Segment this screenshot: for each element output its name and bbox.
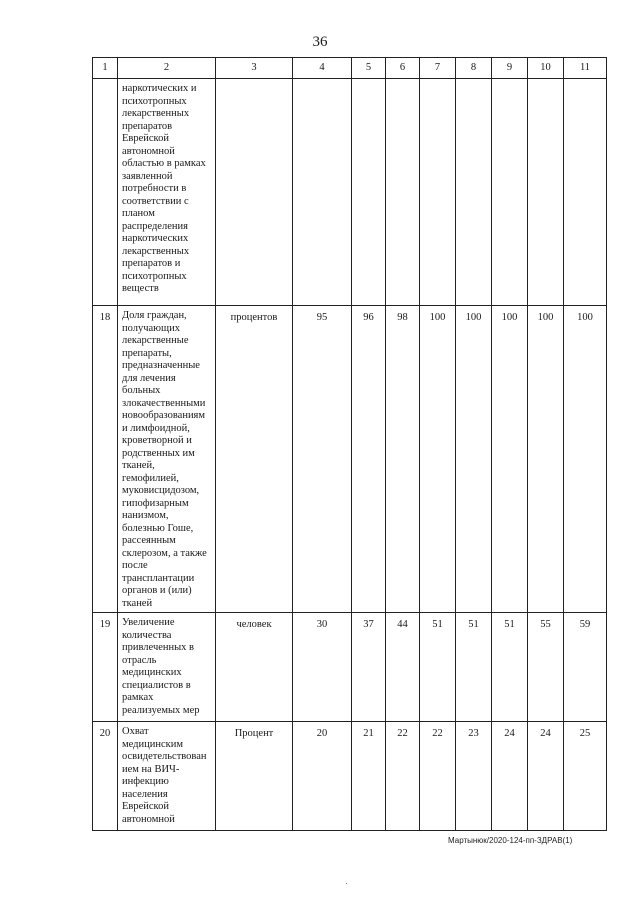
description-line: веществ	[122, 283, 159, 294]
value-cell	[456, 79, 492, 306]
description-line: кроветворной и	[122, 435, 192, 446]
column-header: 10	[528, 58, 564, 79]
description-line: распределения	[122, 220, 188, 232]
description-line: после	[122, 560, 148, 571]
indicators-table	[92, 57, 607, 831]
description-line: препараты,	[122, 347, 172, 359]
table-row	[93, 306, 607, 613]
description-line: наркотических и	[122, 83, 197, 94]
description-line: органов и (или)	[122, 585, 192, 596]
value-cell: 24	[492, 722, 528, 831]
column-header: 2	[118, 58, 216, 79]
value-cell: 37	[352, 613, 386, 722]
unit-cell	[216, 79, 293, 306]
table-row	[93, 722, 607, 831]
column-header: 4	[293, 58, 352, 79]
description-line: автономной	[122, 145, 175, 157]
description-line: отрасль	[122, 654, 157, 666]
description-line: потребности в	[122, 183, 187, 194]
description-line: родственных им	[122, 447, 195, 459]
description-line: рассеянным	[122, 535, 176, 546]
description-line: наркотических	[122, 233, 189, 244]
header-row	[93, 58, 607, 79]
value-cell: 23	[456, 722, 492, 831]
description-line: лекарственных	[122, 245, 190, 257]
description-line: количества	[122, 629, 172, 641]
table-row	[93, 79, 607, 306]
description-line: гипофизарным	[122, 497, 189, 509]
column-header: 11	[564, 58, 607, 79]
column-header: 3	[216, 58, 293, 79]
page-number: 36	[312, 34, 328, 50]
indicator-description	[118, 613, 216, 722]
value-cell	[352, 79, 386, 306]
value-cell: 100	[456, 306, 492, 613]
value-cell: 100	[564, 306, 607, 613]
description-line: психотропных	[122, 270, 187, 282]
value-cell: 55	[528, 613, 564, 722]
description-line: муковисцидозом,	[122, 485, 200, 496]
value-cell	[420, 79, 456, 306]
row-number: 18	[93, 306, 118, 613]
value-cell: 95	[293, 306, 352, 613]
description-line: тканей	[122, 597, 153, 609]
description-line: населения	[122, 788, 168, 800]
description-line: препаратов и	[122, 258, 181, 269]
description-line: автономной	[122, 813, 175, 825]
description-line: медицинских	[122, 667, 182, 678]
table-row	[93, 613, 607, 722]
description-line: рамках	[122, 692, 154, 703]
description-line: Еврейской	[122, 133, 169, 144]
row-number: 19	[93, 613, 118, 722]
value-cell: 22	[386, 722, 420, 831]
description-line: соответствии с	[122, 195, 189, 207]
indicator-description	[118, 306, 216, 613]
column-header: 9	[492, 58, 528, 79]
scan-speck	[346, 883, 347, 884]
value-cell	[564, 79, 607, 306]
description-line: предназначенные	[122, 360, 200, 371]
description-line: привлеченных в	[122, 642, 195, 653]
value-cell: 98	[386, 306, 420, 613]
indicator-description	[118, 79, 216, 306]
description-line: новообразованиям	[122, 410, 206, 421]
description-line: медицинским	[122, 738, 184, 750]
value-cell: 44	[386, 613, 420, 722]
value-cell: 20	[293, 722, 352, 831]
unit-cell: Процент	[216, 722, 293, 831]
value-cell: 51	[456, 613, 492, 722]
row-number: 20	[93, 722, 118, 831]
value-cell: 59	[564, 613, 607, 722]
value-cell: 24	[528, 722, 564, 831]
description-line: для лечения	[122, 372, 176, 384]
description-line: ием на ВИЧ-	[122, 763, 180, 775]
description-line: больных	[122, 385, 161, 396]
value-cell: 25	[564, 722, 607, 831]
description-line: Охват	[122, 726, 149, 737]
description-line: лекарственные	[122, 335, 189, 346]
row-number	[93, 79, 118, 306]
value-cell: 96	[352, 306, 386, 613]
description-line: реализуемых мер	[122, 704, 200, 716]
unit-cell: процентов	[216, 306, 293, 613]
value-cell	[492, 79, 528, 306]
description-line: препаратов	[122, 120, 173, 132]
description-line: тканей,	[122, 460, 155, 471]
description-line: Увеличение	[122, 617, 175, 628]
description-line: получающих	[122, 322, 180, 334]
value-cell: 100	[420, 306, 456, 613]
description-line: гемофилией,	[122, 472, 179, 484]
value-cell	[386, 79, 420, 306]
description-line: освидетельствован	[122, 751, 207, 762]
column-header: 1	[93, 58, 118, 79]
document-reference: Мартынюк/2020-124-пп-ЗДРАВ(1)	[448, 836, 573, 845]
description-line: и лимфоидной,	[122, 422, 190, 434]
value-cell: 100	[492, 306, 528, 613]
description-line: специалистов в	[122, 679, 191, 691]
column-header: 5	[352, 58, 386, 79]
unit-cell: человек	[216, 613, 293, 722]
description-line: заявленной	[122, 170, 173, 182]
column-header: 6	[386, 58, 420, 79]
description-line: Доля граждан,	[122, 310, 187, 321]
description-line: болезнью Гоше,	[122, 522, 194, 534]
value-cell: 22	[420, 722, 456, 831]
description-line: областью в рамках	[122, 158, 206, 169]
value-cell	[293, 79, 352, 306]
description-line: психотропных	[122, 95, 187, 107]
description-line: инфекцию	[122, 776, 169, 787]
value-cell: 51	[420, 613, 456, 722]
value-cell: 51	[492, 613, 528, 722]
description-line: злокачественными	[122, 397, 206, 409]
description-line: склерозом, а также	[122, 547, 207, 559]
description-line: Еврейской	[122, 801, 169, 812]
description-line: трансплантации	[122, 572, 195, 584]
value-cell: 21	[352, 722, 386, 831]
description-line: лекарственных	[122, 108, 190, 119]
column-header: 8	[456, 58, 492, 79]
description-line: планом	[122, 208, 155, 219]
value-cell: 30	[293, 613, 352, 722]
value-cell: 100	[528, 306, 564, 613]
column-header: 7	[420, 58, 456, 79]
indicator-description	[118, 722, 216, 831]
description-line: нанизмом,	[122, 510, 169, 521]
value-cell	[528, 79, 564, 306]
